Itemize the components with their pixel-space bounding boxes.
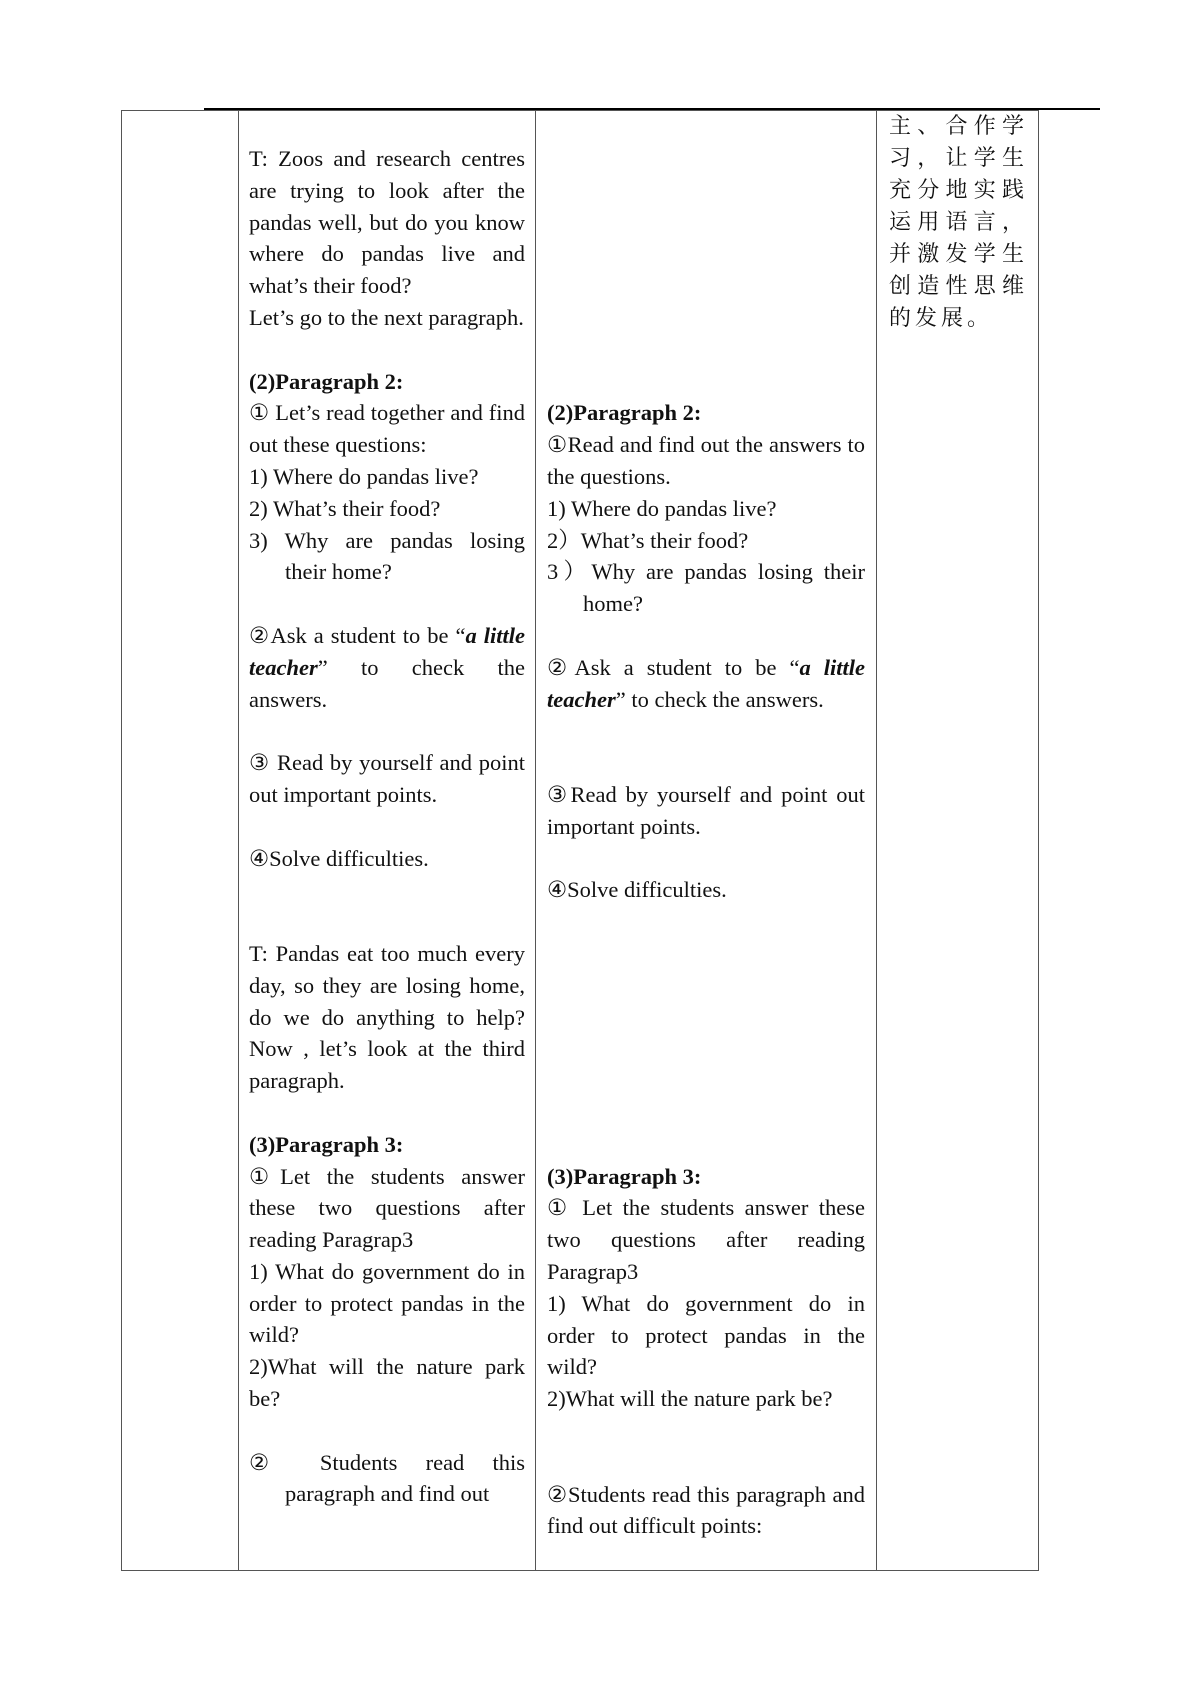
student-activity-cell — [536, 111, 877, 1571]
teacher-activity-cell — [239, 111, 536, 1571]
question-2: 2)What will the nature park be? — [249, 1354, 525, 1412]
step-2: ② Students read this paragraph and find out — [249, 1449, 525, 1507]
step-1: ① Let the students answer these two questions after reading Paragrap3 — [547, 1195, 865, 1284]
question-2: 2) What’s their food? — [249, 495, 441, 521]
stage-cell — [122, 111, 239, 1571]
question-1: 1) What do government do in order to protect pandas in the wild? — [249, 1258, 525, 1348]
question-3: 3) Why are pandas losing their home? — [249, 527, 525, 585]
step-1: ① Let’s read together and find out these questions: — [249, 400, 525, 458]
question-2: 2）What’s their food? — [547, 527, 749, 553]
table-row — [122, 111, 1039, 1571]
question-1: 1) Where do pandas live? — [547, 495, 777, 521]
paragraph-3-heading: (3)Paragraph 3: — [547, 1163, 702, 1189]
step-3: ③ Read by yourself and point out important points. — [249, 750, 525, 807]
purpose-cell — [877, 111, 1039, 1571]
transition-text-next: Let’s go to the next paragraph. — [249, 304, 524, 330]
transition-text-2: T: Pandas eat too much every day, so they are losing home, do we do anything to help? Now , let’s look at the third paragraph. — [249, 940, 525, 1094]
transition-text: T: Zoos and research centres are trying to look after the pandas well, but do you know where do pandas live and what’s their food? — [249, 146, 525, 299]
step-1: ①Let the students answer these two questions after reading Paragrap3 — [249, 1163, 525, 1253]
paragraph-2-heading: (2)Paragraph 2: — [547, 400, 702, 426]
step-2: ②Students read this paragraph and find out difficult points: — [547, 1481, 865, 1539]
step-1: ①Read and find out the answers to the questions. — [547, 432, 865, 489]
step-4: ④Solve difficulties. — [547, 877, 727, 903]
paragraph-3-heading: (3)Paragraph 3: — [249, 1131, 404, 1157]
paragraph-2-heading: (2)Paragraph 2: — [249, 368, 404, 394]
step-2: ②Ask a student to be “a little teacher” to check the answers. — [249, 622, 525, 712]
lesson-plan-table — [121, 110, 1039, 1571]
step-3: ③Read by yourself and point out important points. — [547, 781, 865, 839]
question-1: 1) Where do pandas live? — [249, 463, 479, 489]
purpose-text: 主、合作学习，让学生充分地实践运用语言，并激发学生创造性思维的发展。 — [889, 114, 1028, 331]
question-2: 2)What will the nature park be? — [547, 1386, 833, 1412]
question-3: 3）Why are pandas losing their home? — [547, 559, 865, 617]
step-2: ②Ask a student to be “a little teacher” to check the answers. — [547, 654, 865, 712]
question-1: 1) What do government do in order to protect pandas in the wild? — [547, 1290, 865, 1380]
step-4: ④Solve difficulties. — [249, 845, 429, 871]
